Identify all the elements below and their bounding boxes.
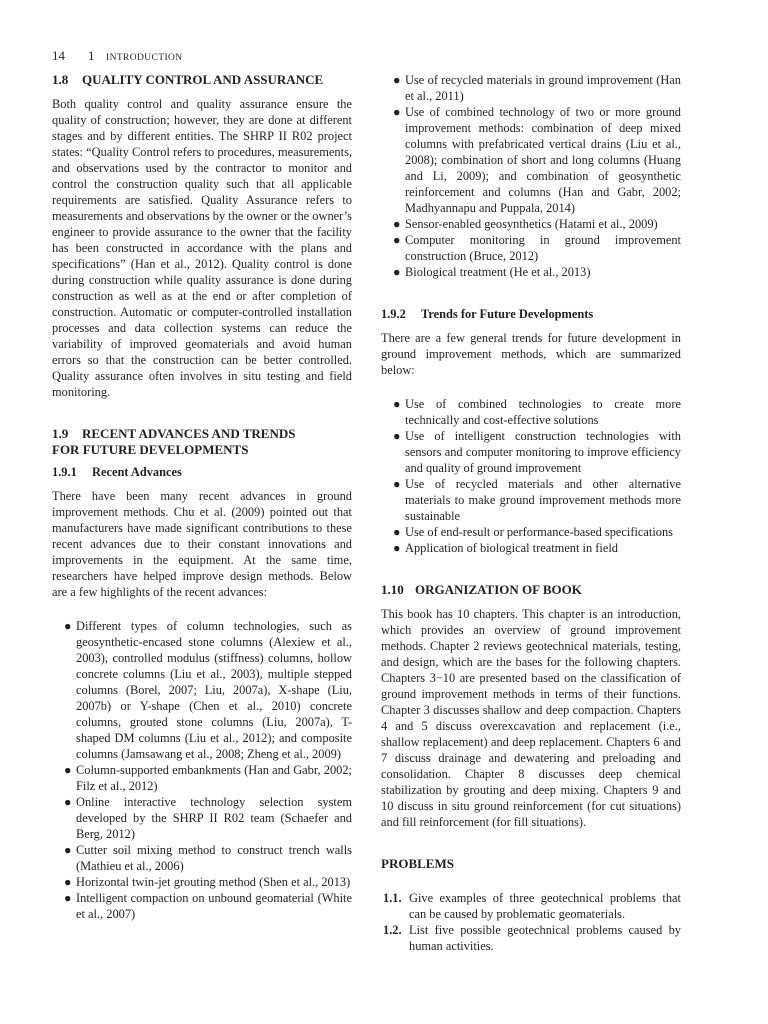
section-heading-1-9-1: 1.9.1 Recent Advances <box>52 465 182 479</box>
list-item: ● Use of combined technologies to create more technically and cost-effective solutions <box>393 397 681 427</box>
list-item: ● Biological treatment (He et al., 2013) <box>393 265 591 279</box>
list-item: ● Horizontal twin-jet grouting method (Shen et al., 2013) <box>64 875 351 889</box>
list-item: ● Online interactive technology selection system developed by the SHRP II R02 team (Schaefer and Berg, 2012) <box>64 795 352 841</box>
section-1-9-2-body: There are a few general trends for future development in ground improvement methods, which are summarized below: <box>381 331 681 377</box>
section-heading-1-9: 1.9 RECENT ADVANCES AND TRENDS FOR FUTURE DEVELOPMENTS <box>52 426 296 457</box>
list-item: ● Use of recycled materials and other alternative materials to make ground improvement methods more sustainable <box>393 477 681 523</box>
left-column <box>52 72 352 922</box>
section-heading-1-9-2: 1.9.2 Trends for Future Developments <box>381 307 594 321</box>
section-heading-1-10: 1.10 ORGANIZATION OF BOOK <box>381 582 582 597</box>
section-1-9-1-body: There have been many recent advances in ground improvement methods. Chu et al. (2009) pointed out that manufacturers have made significant contributions to these recent advances due to their constant innovations and improvements in the equipment. At the same time, researchers have helped improve design methods. Below are a few highlights of the recent advances: <box>52 489 352 599</box>
list-item: ● Use of recycled materials in ground improvement (Han et al., 2011) <box>393 73 681 103</box>
running-header <box>52 48 183 64</box>
right-column <box>381 72 681 954</box>
list-item: ● Use of intelligent construction technologies with sensors and computer monitoring to improve efficiency and quality of ground improvement <box>393 429 681 475</box>
section-heading-1-8: 1.8 QUALITY CONTROL AND ASSURANCE <box>52 72 324 87</box>
section-1-8-body: Both quality control and quality assurance ensure the quality of construction; however, they are done at different stages and by different entities. The SHRP II R02 project states: “Quality Control refers to procedures, measurements, and observations used by the contractor to monitor and control the construction quality such that all applicable requirements are satisfied. Quality Assurance refers to measurements and observations by the owner or the owner’s engineer to provide assurance to the owner that the facility has been constructed in accordance with the plans and specifications” (Han et al., 2012). Quality control is done during construction while quality assurance is done during construction as well as at the end or after completion of construction. Automatic or computer-controlled installation processes and data collection systems can reduce the variability of improved geomaterials and avoid human errors so that the construction can be better controlled. Quality assurance often involves in situ testing and field monitoring. <box>52 97 352 399</box>
recent-advances-list-continued <box>381 72 681 280</box>
page-number: 14 <box>52 48 65 63</box>
problems-heading: PROBLEMS <box>381 856 454 871</box>
problems-list <box>381 890 681 954</box>
chapter-title: INTRODUCTION <box>106 53 183 63</box>
list-item: ● Intelligent compaction on unbound geomaterial (White et al., 2007) <box>64 891 352 921</box>
section-1-10-body: This book has 10 chapters. This chapter is an introduction, which provides an overview of ground improvement methods. Chapter 2 reviews geotechnical materials, testing, and design, which are the bases for the following chapters. Chapters 3−10 are presented based on the classification of ground improvement methods in terms of their functions. Chapter 3 discusses shallow and deep compaction. Chapters 4 and 5 discuss overexcavation and replacement (i.e., shallow replacement) and deep replacement. Chapters 6 and 7 discuss drainage and dewatering and preloading and consolidation. Chapter 8 discusses deep chemical stabilization by grouting and deep mixing. Chapters 9 and 10 discuss in situ ground reinforcement (for cut situations) and fill reinforcement (for fill situations). <box>381 607 681 829</box>
recent-advances-list <box>52 618 352 922</box>
problem-item: 1.2. List five possible geotechnical problems caused by human activities. <box>383 923 681 953</box>
list-item: ● Use of end-result or performance-based specifications <box>393 525 674 539</box>
problem-item: 1.1. Give examples of three geotechnical problems that can be caused by problematic geomaterials. <box>383 891 681 921</box>
list-item: ● Computer monitoring in ground improvement construction (Bruce, 2012) <box>393 233 681 263</box>
list-item: ● Sensor-enabled geosynthetics (Hatami et al., 2009) <box>393 217 658 231</box>
list-item: ● Column-supported embankments (Han and Gabr, 2002; Filz et al., 2012) <box>64 763 352 793</box>
chapter-number: 1 <box>88 48 95 63</box>
future-trends-list <box>381 396 681 556</box>
list-item: ● Cutter soil mixing method to construct trench walls (Mathieu et al., 2006) <box>64 843 352 873</box>
list-item: ● Use of combined technology of two or more ground improvement methods: combination of deep mixed columns with prefabricated vertical drains (Liu et al., 2008); combination of short and long columns (Huang and Li, 2009); and combination of geosynthetic reinforcement and columns (Han and Gabr, 2002; Madhyannapu and Puppala, 2014) <box>393 105 681 215</box>
list-item: ● Different types of column technologies, such as geosynthetic-encased stone columns (Alexiew et al., 2003), controlled modulus (stiffness) columns, hollow concrete columns (Liu et al., 2003), multiple stepped columns (Borel, 2007; Liu, 2007a), X-shape (Liu, 2007b) or Y-shape (Chen et al., 2010) concrete columns, grouted stone columns (Liu, 2007a), T-shaped DM columns (Liu et al., 2012); and composite columns (Jamsawang et al., 2008; Zheng et al., 2009) <box>64 619 352 761</box>
list-item: ● Application of biological treatment in field <box>393 541 618 555</box>
